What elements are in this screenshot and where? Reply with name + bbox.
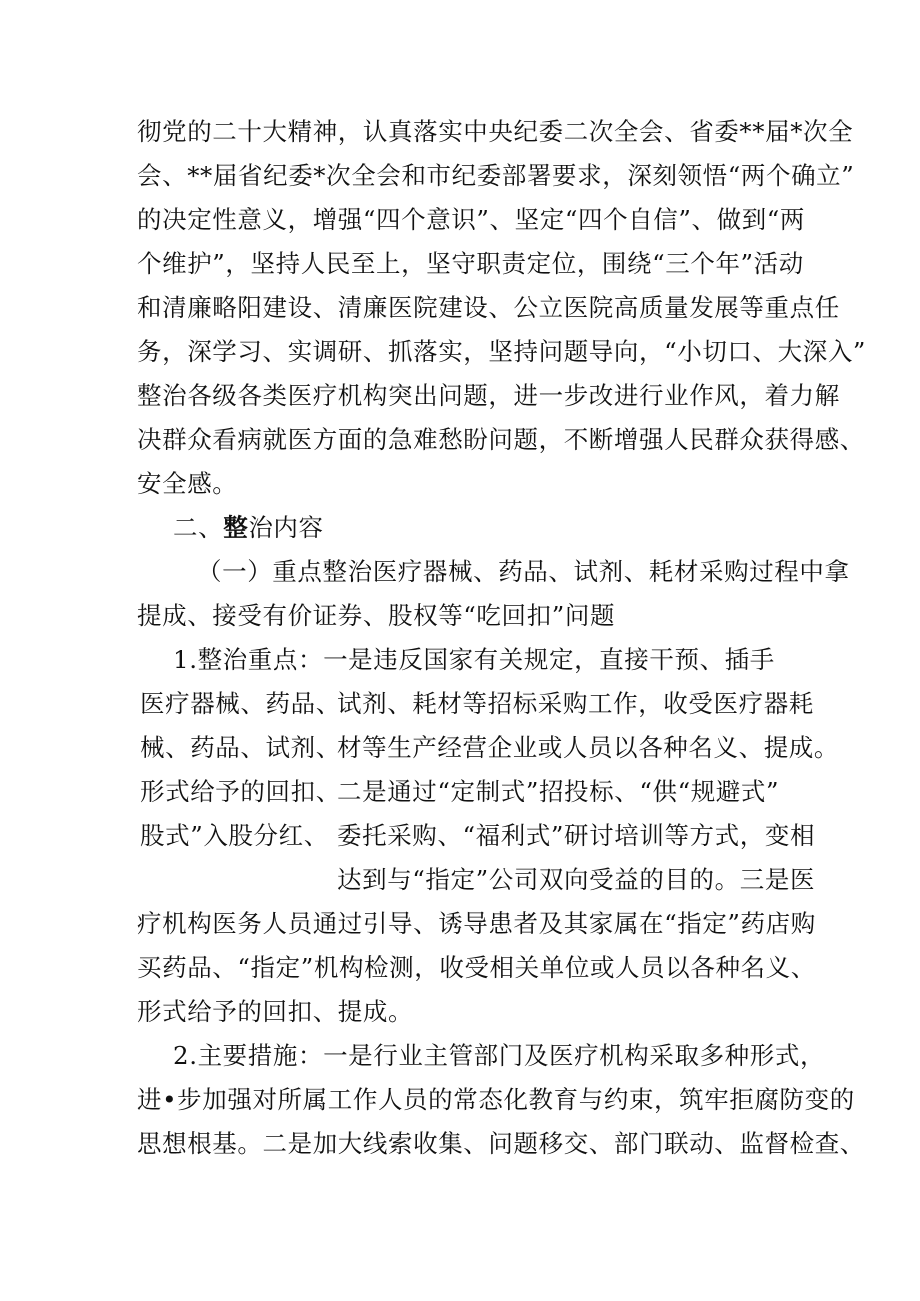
item2-line-3: 思想根基。二是加大线索收集、问题移交、部门联动、监督检查、	[137, 1129, 865, 1158]
section-heading-rest: 治内容	[248, 513, 324, 542]
item1-left-col-2: 械、药品、试剂、	[140, 733, 341, 762]
section-heading	[173, 511, 324, 545]
intro-line-1: 彻党的二十大精神，认真落实中央纪委二次全会、省委**届*次全	[137, 117, 854, 146]
section-heading-bold: 整	[223, 513, 249, 542]
item1-right-col-4: 委托采购、“福利式”研讨培训等方式，变相	[337, 821, 816, 850]
item1-tail-line-1: 疗机构医务人员通过引导、诱导患者及其家属在“指定”药店购	[137, 909, 816, 938]
intro-line-7: 整治各级各类医疗机构突出问题，进一步改进行业作风，着力解	[137, 381, 840, 410]
intro-line-4: 个维护”，坚持人民至上，坚守职责定位，围绕“三个年”活动	[137, 249, 804, 278]
item2-line-2: 进•步加强对所属工作人员的常态化教育与约束，筑牢拒腐防变的	[137, 1085, 855, 1114]
item1-tail-line-2: 买药品、“指定”机构检测，收受相关单位或人员以各种名义、	[137, 953, 816, 982]
item1-tail-line-3: 形式给予的回扣、提成。	[137, 997, 414, 1026]
item1-right-col-5: 达到与“指定”公司双向受益的目的。三是医	[337, 865, 816, 894]
item1-right-col-3: 二是通过“定制式”招投标、“供“规避式”	[337, 777, 780, 806]
item1-first-line: 1.整治重点：一是违反国家有关规定，直接干预、插手	[173, 645, 775, 674]
intro-line-9: 安全感。	[137, 469, 238, 498]
intro-line-6: 务，深学习、实调研、抓落实，坚持问题导向，“小切口、大深入”	[137, 337, 867, 366]
item1-left-col-1: 医疗器械、药品、	[140, 689, 341, 718]
item1-left-col-4: 股式”入股分红、	[140, 821, 329, 850]
intro-line-8: 决群众看病就医方面的急难愁盼问题，不断增强人民群众获得感、	[137, 425, 865, 454]
intro-line-3: 的决定性意义，增强“四个意识”、坚定“四个自信”、做到“两	[137, 205, 806, 234]
subsection-line-2: 提成、接受有价证券、股权等“吃回扣”问题	[137, 601, 616, 630]
subsection-line-1: （一）重点整治医疗器械、药品、试剂、耗材采购过程中拿	[197, 557, 850, 586]
intro-line-2: 会、**届省纪委*次全会和市纪委部署要求，深刻领悟“两个确立”	[137, 161, 855, 190]
item1-left-col-3: 形式给予的回扣、	[140, 777, 341, 806]
item1-right-col-2: 材等生产经营企业或人员以各种名义、提成。	[337, 733, 839, 762]
section-heading-prefix: 二、	[173, 513, 224, 542]
item2-line-1: 2.主要措施：一是行业主管部门及医疗机构采取多种形式，	[173, 1041, 826, 1070]
item1-right-col-1: 试剂、耗材等招标采购工作，收受医疗器耗	[337, 689, 814, 718]
intro-line-5: 和清廉略阳建设、清廉医院建设、公立医院高质量发展等重点任	[137, 293, 840, 322]
